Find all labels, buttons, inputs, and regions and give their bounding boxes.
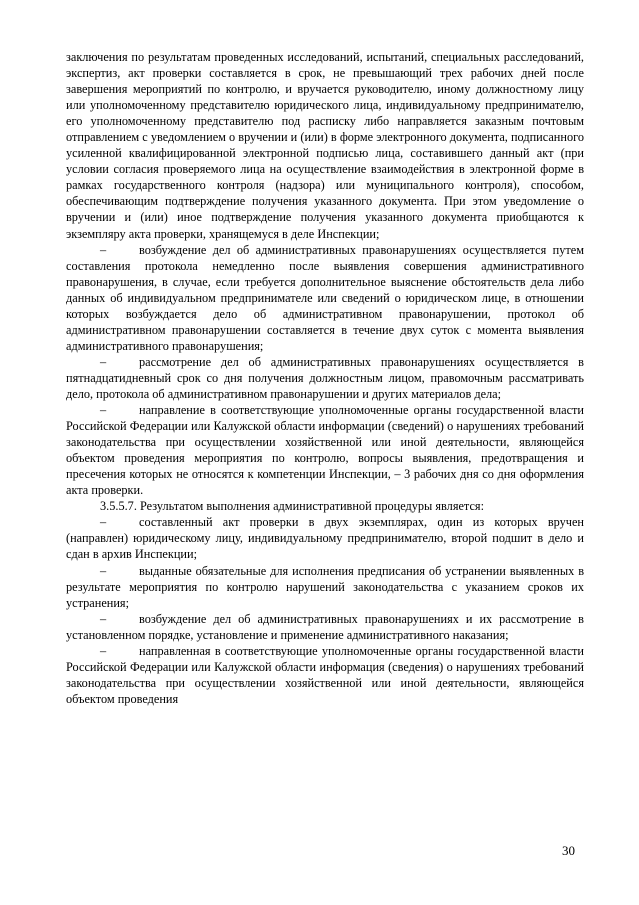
list-item-text: возбуждение дел об административных правонарушениях осуществляется путем составления протокола немедленно после выявления совершения административного правонарушения, в случае, если требуется дополнительное выяснение обстоятельств дела либо данных об индивидуальном предпринимателе или сведений о юридическом лице, в отношении которых возбуждается дело об административном правонарушении, протокол об административном правонарушении составляется в течение двух суток с момента выявления административного правонарушения; (66, 242, 584, 353)
list-item (66, 402, 584, 498)
list-item (66, 643, 584, 707)
page-body (66, 49, 584, 707)
list-item (66, 354, 584, 402)
list-item (66, 514, 584, 562)
list-item (66, 563, 584, 611)
dash-marker: – (100, 354, 107, 369)
list-item-text: составленный акт проверки в двух экземплярах, один из которых вручен (направлен) юридическому лицу, индивидуальному предпринимателю, второй подшит в дело и сдан в архив Инспекции; (66, 515, 584, 562)
dash-marker: – (100, 403, 107, 418)
list-item (66, 611, 584, 643)
page-number: 30 (562, 843, 575, 858)
intro-paragraph: заключения по результатам проведенных исследований, испытаний, специальных расследований, экспертиз, акт проверки составляется в срок, не превышающий трех рабочих дней после завершения мероприятий по контролю, и вручается руководителю, иному должностному лицу или уполномоченному представителю юридического лица, индивидуальному предпринимателю, его уполномоченному представителю под расписку либо направляется заказным почтовым отправлением с уведомлением о вручении и (или) в форме электронного документа, подписанного усиленной квалифицированной электронной подписью лица, составившего данный акт (при условии согласия проверяемого лица на осуществление взаимодействия в электронной форме в рамках государственного контроля (надзора) или муниципального контроля), способом, обеспечивающим подтверждение получения указанного документа. При этом уведомление о вручении и (или) иное подтверждение получения указанного документа приобщаются к экземпляру акта проверки, хранящемуся в деле Инспекции; (66, 50, 584, 241)
list-item-text: выданные обязательные для исполнения предписания об устранении выявленных в результате мероприятия по контролю нарушений законодательства с указанием сроков их устранения; (66, 563, 584, 610)
dash-marker: – (100, 611, 107, 626)
dash-marker: – (100, 515, 107, 530)
dash-marker: – (100, 242, 107, 257)
list-item-text: возбуждение дел об административных правонарушениях и их рассмотрение в установленном порядке, установление и применение административного наказания; (66, 611, 584, 642)
list-item-text: направление в соответствующие уполномоченные органы государственной власти Российской Федерации или Калужской области информации (сведений) о нарушениях требований законодательства при осуществлении хозяйственной или иной деятельности, являющейся объектом проведения мероприятия по контролю, вопросы выявления, предотвращения и пресечения которых не относятся к компетенции Инспекции, – 3 рабочих дня со дня оформления акта проверки. (66, 403, 584, 498)
list-item-text: направленная в соответствующие уполномоченные органы государственной власти Российской Федерации или Калужской области информация (сведения) о нарушениях требований законодательства при осуществлении хозяйственной или иной деятельности, являющейся объектом проведения (66, 643, 584, 706)
list-item-text: рассмотрение дел об административных правонарушениях осуществляется в пятнадцатидневный срок со дня получения должностным лицом, правомочным рассматривать дело, протокола об административном правонарушении и других материалов дела; (66, 354, 584, 401)
dash-marker: – (100, 563, 107, 578)
list-item (66, 242, 584, 354)
dash-marker: – (100, 643, 107, 658)
section-heading: 3.5.5.7. Результатом выполнения административной процедуры является: (100, 499, 484, 514)
